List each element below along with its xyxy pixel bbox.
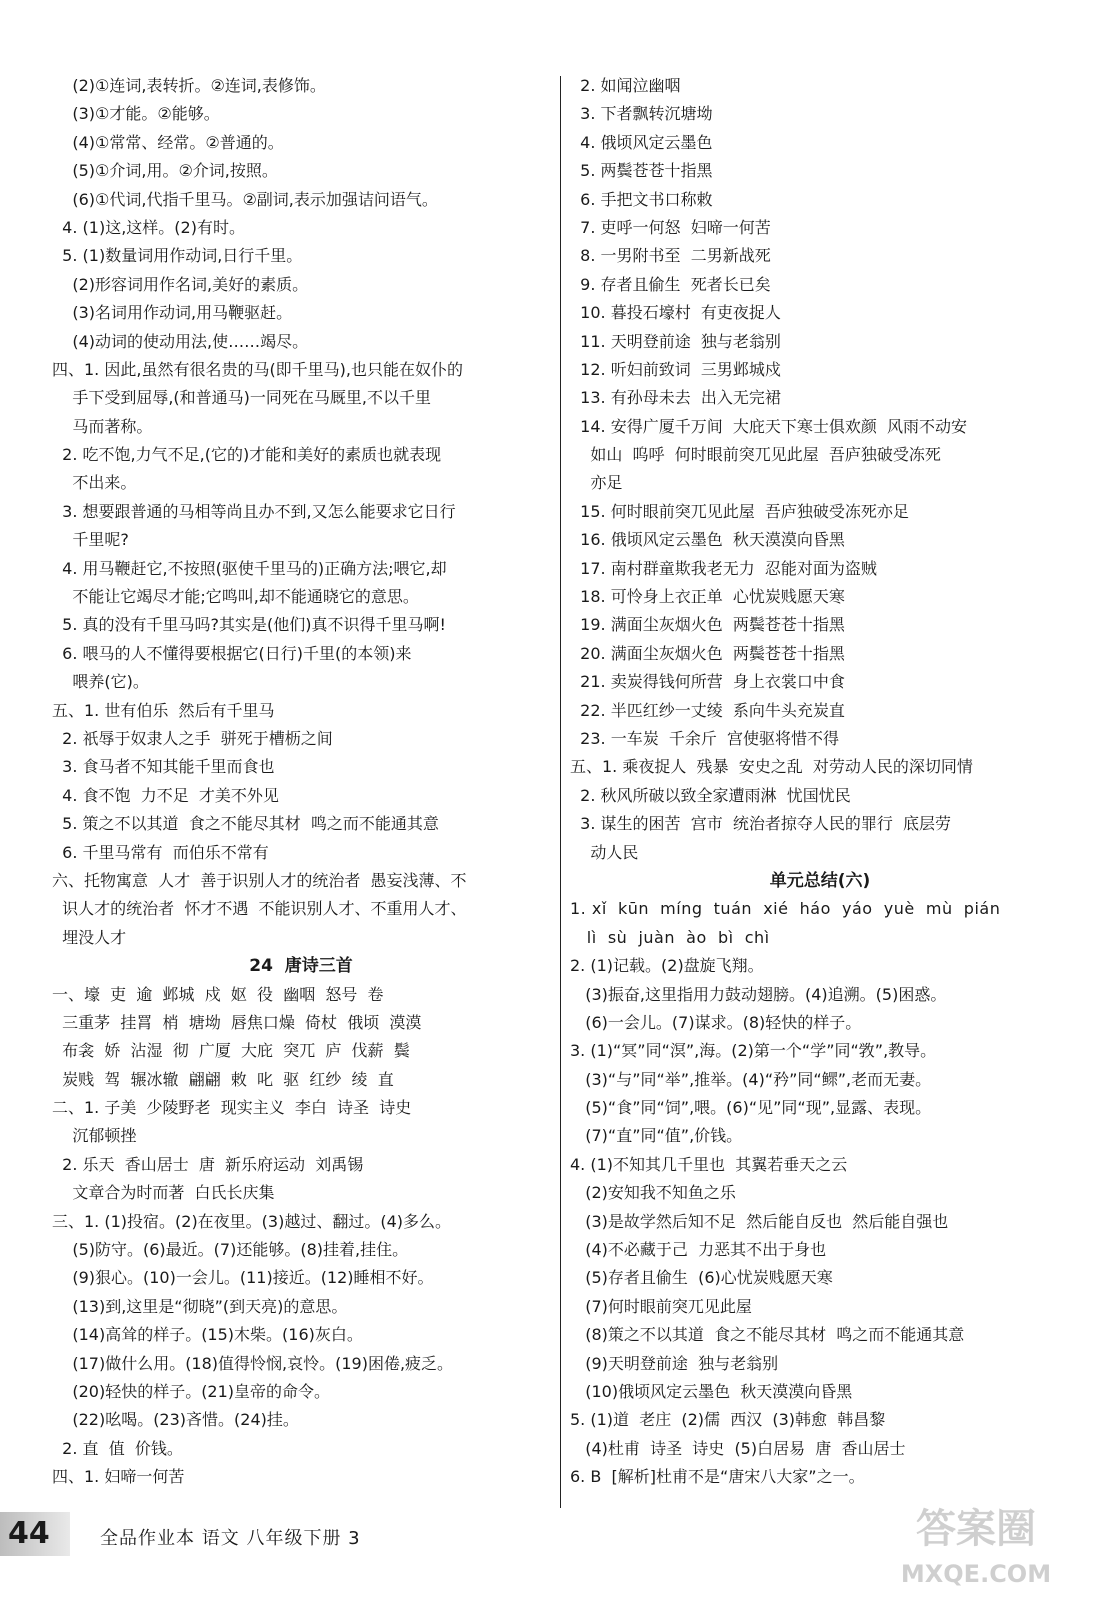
text-line: 6. 手把文书口称敕 (570, 189, 713, 209)
text-line: 11. 天明登前途 独与老翁别 (570, 331, 781, 351)
text-line: 21. 卖炭得钱何所营 身上衣裳口中食 (570, 672, 845, 692)
text-line: 手下受到屈辱,(和普通马)一同死在马厩里,不以千里 (52, 388, 432, 408)
text-line: 动人民 (570, 842, 639, 862)
text-line: (13)到,这里是“彻晓”(到天亮)的意思。 (52, 1296, 348, 1316)
text-line: 不出来。 (52, 473, 137, 493)
text-line: 5. 策之不以其道 食之不能尽其材 鸣之而不能通其意 (52, 814, 439, 834)
text-line: (2)①连词,表转折。②连词,表修饰。 (52, 76, 326, 95)
text-line: (4)杜甫 诗圣 诗史 (5)白居易 唐 香山居士 (570, 1438, 906, 1458)
text-line: 5. (1)道 老庄 (2)儒 西汉 (3)韩愈 韩昌黎 (570, 1410, 886, 1430)
left-column (52, 72, 550, 1492)
text-line: 一、壕 吏 逾 邺城 戍 妪 役 幽咽 怒号 卷 (52, 984, 384, 1004)
text-line: 沉郁顿挫 (52, 1126, 137, 1146)
text-line: 2. 乐天 香山居士 唐 新乐府运动 刘禹锡 (52, 1154, 364, 1174)
text-line: (8)策之不以其道 食之不能尽其材 鸣之而不能通其意 (570, 1325, 965, 1345)
column-divider (560, 76, 561, 1508)
text-line: 4. (1)这,这样。(2)有时。 (52, 217, 245, 237)
watermark-bottom-text: MXQE.COM (900, 1560, 1052, 1588)
text-line: 19. 满面尘灰烟火色 两鬓苍苍十指黑 (570, 615, 845, 635)
section-heading: 24 唐诗三首 (249, 956, 353, 977)
text-line: 六、托物寓意 人才 善于识别人才的统治者 愚妄浅薄、不 (52, 870, 467, 890)
text-line: 如山 呜呼 何时眼前突兀见此屋 吾庐独破受冻死 (570, 445, 941, 465)
text-line: 布衾 娇 沾湿 彻 广厦 大庇 突兀 庐 伐薪 鬓 (52, 1041, 410, 1061)
text-line: 10. 暮投石壕村 有吏夜捉人 (570, 303, 781, 323)
text-line: 6. B [解析]杜甫不是“唐宋八大家”之一。 (570, 1467, 865, 1487)
section-heading: 单元总结(六) (769, 870, 871, 891)
text-line: 5. 真的没有千里马吗?其实是(他们)真不识得千里马啊! (52, 615, 446, 635)
text-line: (9)狠心。(10)一会儿。(11)接近。(12)睡相不好。 (52, 1268, 434, 1288)
text-line: 千里呢? (52, 530, 129, 550)
text-line: (22)吆喝。(23)吝惜。(24)挂。 (52, 1410, 299, 1430)
text-line: 埋没人才 (52, 927, 127, 947)
text-line: 8. 一男附书至 二男新战死 (570, 246, 771, 266)
page-number: 44 (8, 1516, 50, 1551)
text-line: 2. 祇辱于奴隶人之手 骈死于槽枥之间 (52, 728, 333, 748)
text-line: 喂养(它)。 (52, 672, 149, 692)
text-line: 14. 安得广厦千万间 大庇天下寒士俱欢颜 风雨不动安 (570, 416, 968, 436)
text-line: 6. 喂马的人不懂得要根据它(日行)千里(的本领)来 (52, 643, 412, 663)
text-line: 四、1. 因此,虽然有很名贵的马(即千里马),也只能在奴仆的 (52, 359, 464, 379)
text-line: 2. 秋风所破以致全家遭雨淋 忧国忧民 (570, 785, 851, 805)
text-line: 5. 两鬓苍苍十指黑 (570, 161, 713, 181)
text-line: (4)不必藏于己 力恶其不出于身也 (570, 1240, 827, 1260)
text-line: 4. (1)不知其几千里也 其翼若垂天之云 (570, 1154, 848, 1174)
text-line: 15. 何时眼前突兀见此屋 吾庐独破受冻死亦足 (570, 501, 909, 521)
text-line: (3)“与”同“举”,推举。(4)“矜”同“鳏”,老而无妻。 (570, 1069, 932, 1089)
right-column (570, 72, 1070, 1492)
text-line: 2. 吃不饱,力气不足,(它的)才能和美好的素质也就表现 (52, 445, 442, 465)
text-line: 6. 千里马常有 而伯乐不常有 (52, 842, 269, 862)
text-line: (5)防守。(6)最近。(7)还能够。(8)挂着,挂住。 (52, 1240, 409, 1260)
text-line: 文章合为时而著 白氏长庆集 (52, 1183, 275, 1203)
text-line: 9. 存者且偷生 死者长已矣 (570, 274, 771, 294)
text-line: (9)天明登前途 独与老翁别 (570, 1353, 779, 1373)
text-line: 3. 想要跟普通的马相等尚且办不到,又怎么能要求它日行 (52, 501, 456, 521)
text-line: (7)何时眼前突兀见此屋 (570, 1296, 752, 1316)
text-line: 三、1. (1)投宿。(2)在夜里。(3)越过、翻过。(4)多么。 (52, 1211, 452, 1231)
text-line: 3. (1)“冥”同“溟”,海。(2)第一个“学”同“敩”,教导。 (570, 1041, 937, 1061)
text-line: (2)形容词用作名词,美好的素质。 (52, 274, 309, 294)
text-line: 亦足 (570, 473, 623, 493)
text-line: 23. 一车炭 千余斤 宫使驱将惜不得 (570, 728, 840, 748)
text-line: 五、1. 乘夜捉人 残暴 安史之乱 对劳动人民的深切同情 (570, 757, 973, 777)
pinyin-line: 1. xǐ kūn míng tuán xié háo yáo yuè mù pián (570, 899, 1001, 919)
text-line: 2. 直 值 价钱。 (52, 1438, 183, 1458)
text-line: (6)①代词,代指千里马。②副词,表示加强诘问语气。 (52, 189, 438, 209)
text-line: (7)“直”同“值”,价钱。 (570, 1126, 743, 1146)
text-line: (5)“食”同“饲”,喂。(6)“见”同“现”,显露、表现。 (570, 1098, 932, 1118)
text-line: (3)是故学然后知不足 然后能自反也 然后能自强也 (570, 1211, 949, 1231)
text-line: 不能让它竭尽才能;它鸣叫,却不能通晓它的意思。 (52, 587, 419, 607)
text-line: 3. 食马者不知其能千里而食也 (52, 757, 275, 777)
text-line: 13. 有孙母未去 出入无完裙 (570, 388, 781, 408)
text-line: (5)存者且偷生 (6)心忧炭贱愿天寒 (570, 1268, 833, 1288)
text-line: 12. 听妇前致词 三男邺城戍 (570, 359, 781, 379)
text-line: (3)振奋,这里指用力鼓动翅膀。(4)追溯。(5)困惑。 (570, 984, 947, 1004)
text-line: (17)做什么用。(18)值得怜悯,哀怜。(19)困倦,疲乏。 (52, 1353, 454, 1373)
text-line: 16. 俄顷风定云墨色 秋天漠漠向昏黑 (570, 530, 845, 550)
text-line: 4. 食不饱 力不足 才美不外见 (52, 785, 279, 805)
text-line: 三重茅 挂罥 梢 塘坳 唇焦口燥 倚杖 俄顷 漠漠 (52, 1012, 422, 1032)
pinyin-line: lì sù juàn ào bì chì (570, 927, 770, 947)
text-line: 5. (1)数量词用作动词,日行千里。 (52, 246, 303, 266)
text-line: (10)俄顷风定云墨色 秋天漠漠向昏黑 (570, 1381, 853, 1401)
text-line: 4. 俄顷风定云墨色 (570, 132, 713, 152)
text-line: 五、1. 世有伯乐 然后有千里马 (52, 700, 275, 720)
text-line: 二、1. 子美 少陵野老 现实主义 李白 诗圣 诗史 (52, 1098, 412, 1118)
text-line: 炭贱 驾 辗冰辙 翩翩 敕 叱 驱 红纱 绫 直 (52, 1069, 394, 1089)
text-line: (2)安知我不知鱼之乐 (570, 1183, 736, 1203)
text-line: 识人才的统治者 怀才不遇 不能识别人才、不重用人才、 (52, 899, 467, 919)
text-line: (20)轻快的样子。(21)皇帝的命令。 (52, 1381, 331, 1401)
text-line: (3)①才能。②能够。 (52, 104, 220, 124)
text-line: 22. 半匹红纱一丈绫 系向牛头充炭直 (570, 700, 845, 720)
text-line: 2. 如闻泣幽咽 (570, 76, 681, 95)
text-line: 3. 下者飘转沉塘坳 (570, 104, 713, 124)
text-line: 7. 吏呼一何怒 妇啼一何苦 (570, 217, 771, 237)
watermark-logo-icon (876, 1498, 1076, 1594)
watermark-top-text: 答案圈 (916, 1506, 1036, 1552)
text-line: (6)一会儿。(7)谋求。(8)轻快的样子。 (570, 1012, 862, 1032)
book-title: 全品作业本 语文 八年级下册 3 (100, 1528, 361, 1549)
text-line: (4)①常常、经常。②普通的。 (52, 132, 284, 152)
text-line: (4)动词的使动用法,使……竭尽。 (52, 331, 309, 351)
text-line: (14)高耸的样子。(15)木柴。(16)灰白。 (52, 1325, 363, 1345)
text-line: 4. 用马鞭赶它,不按照(驱使千里马的)正确方法;喂它,却 (52, 558, 447, 578)
text-line: 2. (1)记载。(2)盘旋飞翔。 (570, 956, 764, 976)
text-line: (5)①介词,用。②介词,按照。 (52, 161, 278, 181)
text-line: 20. 满面尘灰烟火色 两鬓苍苍十指黑 (570, 643, 845, 663)
text-line: 18. 可怜身上衣正单 心忧炭贱愿天寒 (570, 587, 845, 607)
text-line: 17. 南村群童欺我老无力 忍能对面为盗贼 (570, 558, 877, 578)
text-line: (3)名词用作动词,用马鞭驱赶。 (52, 303, 293, 323)
text-line: 马而著称。 (52, 416, 153, 436)
text-line: 四、1. 妇啼一何苦 (52, 1467, 185, 1487)
text-line: 3. 谋生的困苦 宫市 统治者掠夺人民的罪行 底层劳 (570, 814, 952, 834)
